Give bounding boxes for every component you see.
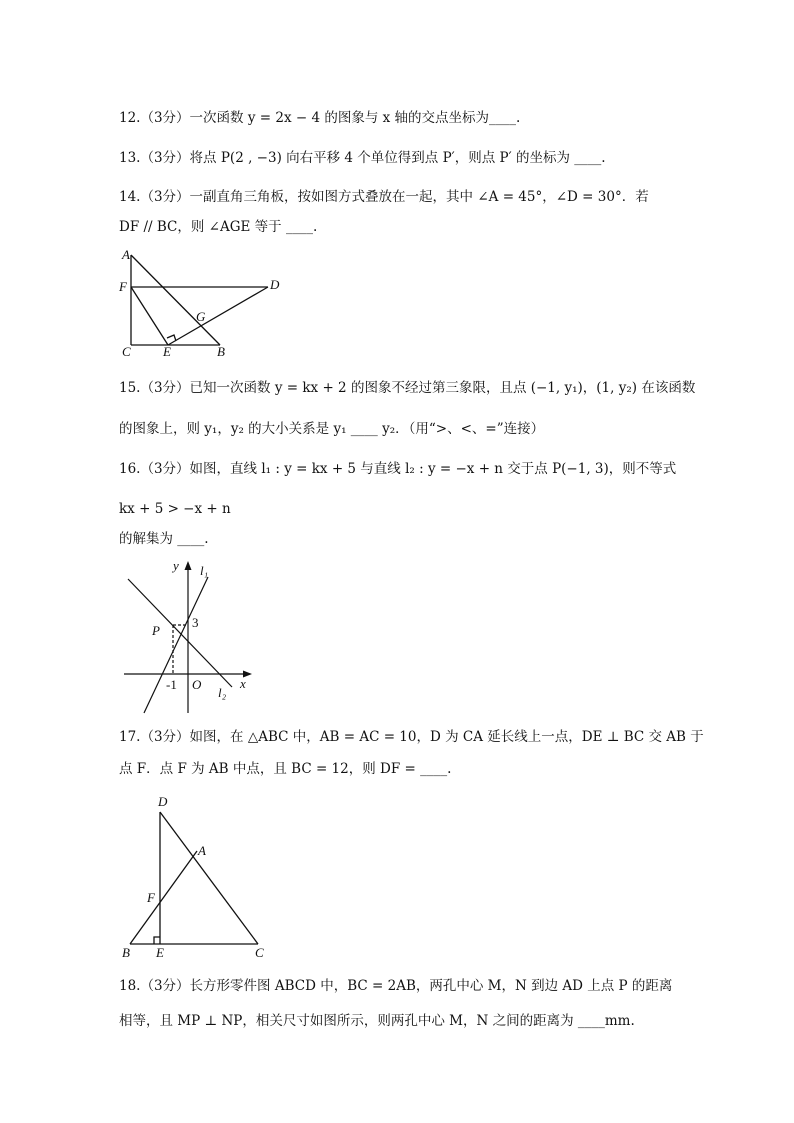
label-3: 3 [192, 615, 199, 630]
q17-text-line2: 点 F．点 F 为 AB 中点，且 BC = 12，则 DF = ____. [119, 761, 452, 777]
q14-text-line2: DF // BC，则 ∠AGE 等于 ____. [119, 219, 318, 235]
segment-ED [168, 287, 268, 345]
label-E: E [156, 945, 164, 960]
label-A: A [122, 247, 130, 262]
q16-text-line1: 16.（3分）如图，直线 l₁ : y = kx + 5 与直线 l₂ : y = −x + n 交于点 P(−1, 3)，则不等式 [119, 461, 677, 477]
label-O: O [192, 677, 202, 692]
q15-text-line1: 15.（3分）已知一次函数 y = kx + 2 的图象不经过第三象限，且点 (−1, y₁)，(1, y₂) 在该函数 [119, 380, 696, 396]
segment-BA [130, 851, 197, 944]
label-E: E [163, 344, 171, 359]
label-F: F [119, 279, 127, 294]
line-l1 [144, 577, 208, 713]
label-C: C [255, 945, 264, 960]
label-D: D [270, 277, 280, 292]
label-l1: l₁ [200, 563, 209, 578]
q13-text: 13.（3分）将点 P(2 , −3) 向右平移 4 个单位得到点 P′，则点 P′ 的坐标为 ____. [119, 150, 606, 166]
label-G: G [196, 309, 206, 324]
segment-DC [160, 812, 258, 944]
label-l2: l₂ [218, 685, 227, 700]
label-x: x [240, 676, 246, 691]
q14-text-line1: 14.（3分）一副直角三角板，按如图方式叠放在一起，其中 ∠A = 45°，∠D = 30°．若 [119, 189, 649, 205]
segment-AB [131, 255, 220, 345]
q14-triangle-figure [110, 243, 290, 361]
label-A: A [198, 843, 206, 858]
line-l2 [128, 579, 232, 687]
label-C: C [122, 344, 131, 359]
right-angle-mark [154, 937, 160, 944]
label-y: y [173, 558, 179, 573]
label-P: P [152, 623, 160, 638]
right-angle-mark [167, 335, 176, 341]
q18-text-line1: 18.（3分）长方形零件图 ABCD 中，BC = 2AB，两孔中心 M，N 到边 AD 上点 P 的距离 [119, 978, 673, 994]
y-axis-arrow [185, 561, 192, 570]
q16-text-line2: kx + 5 > −x + n [119, 501, 231, 517]
q15-text-line2: 的图象上，则 y₁，y₂ 的大小关系是 y₁ ____ y₂．（用“>、<、=”连接） [119, 421, 545, 437]
label-B: B [122, 945, 130, 960]
q12-text: 12.（3分）一次函数 y = 2x − 4 的图象与 x 轴的交点坐标为____. [119, 110, 521, 126]
q16-text-line3: 的解集为 ____. [119, 531, 209, 547]
q17-triangle-figure [118, 792, 278, 964]
q17-text-line1: 17.（3分）如图，在 △ABC 中，AB = AC = 10，D 为 CA 延长线上一点，DE ⊥ BC 交 AB 于 [119, 729, 704, 745]
q18-text-line2: 相等，且 MP ⊥ NP，相关尺寸如图所示，则两孔中心 M，N 之间的距离为 ____mm. [119, 1013, 635, 1029]
label-B: B [217, 344, 225, 359]
label-F: F [147, 890, 155, 905]
q16-coordinate-figure [118, 557, 258, 719]
label-D: D [158, 794, 168, 809]
segment-FE [131, 287, 168, 345]
label-neg1: -1 [166, 677, 177, 692]
